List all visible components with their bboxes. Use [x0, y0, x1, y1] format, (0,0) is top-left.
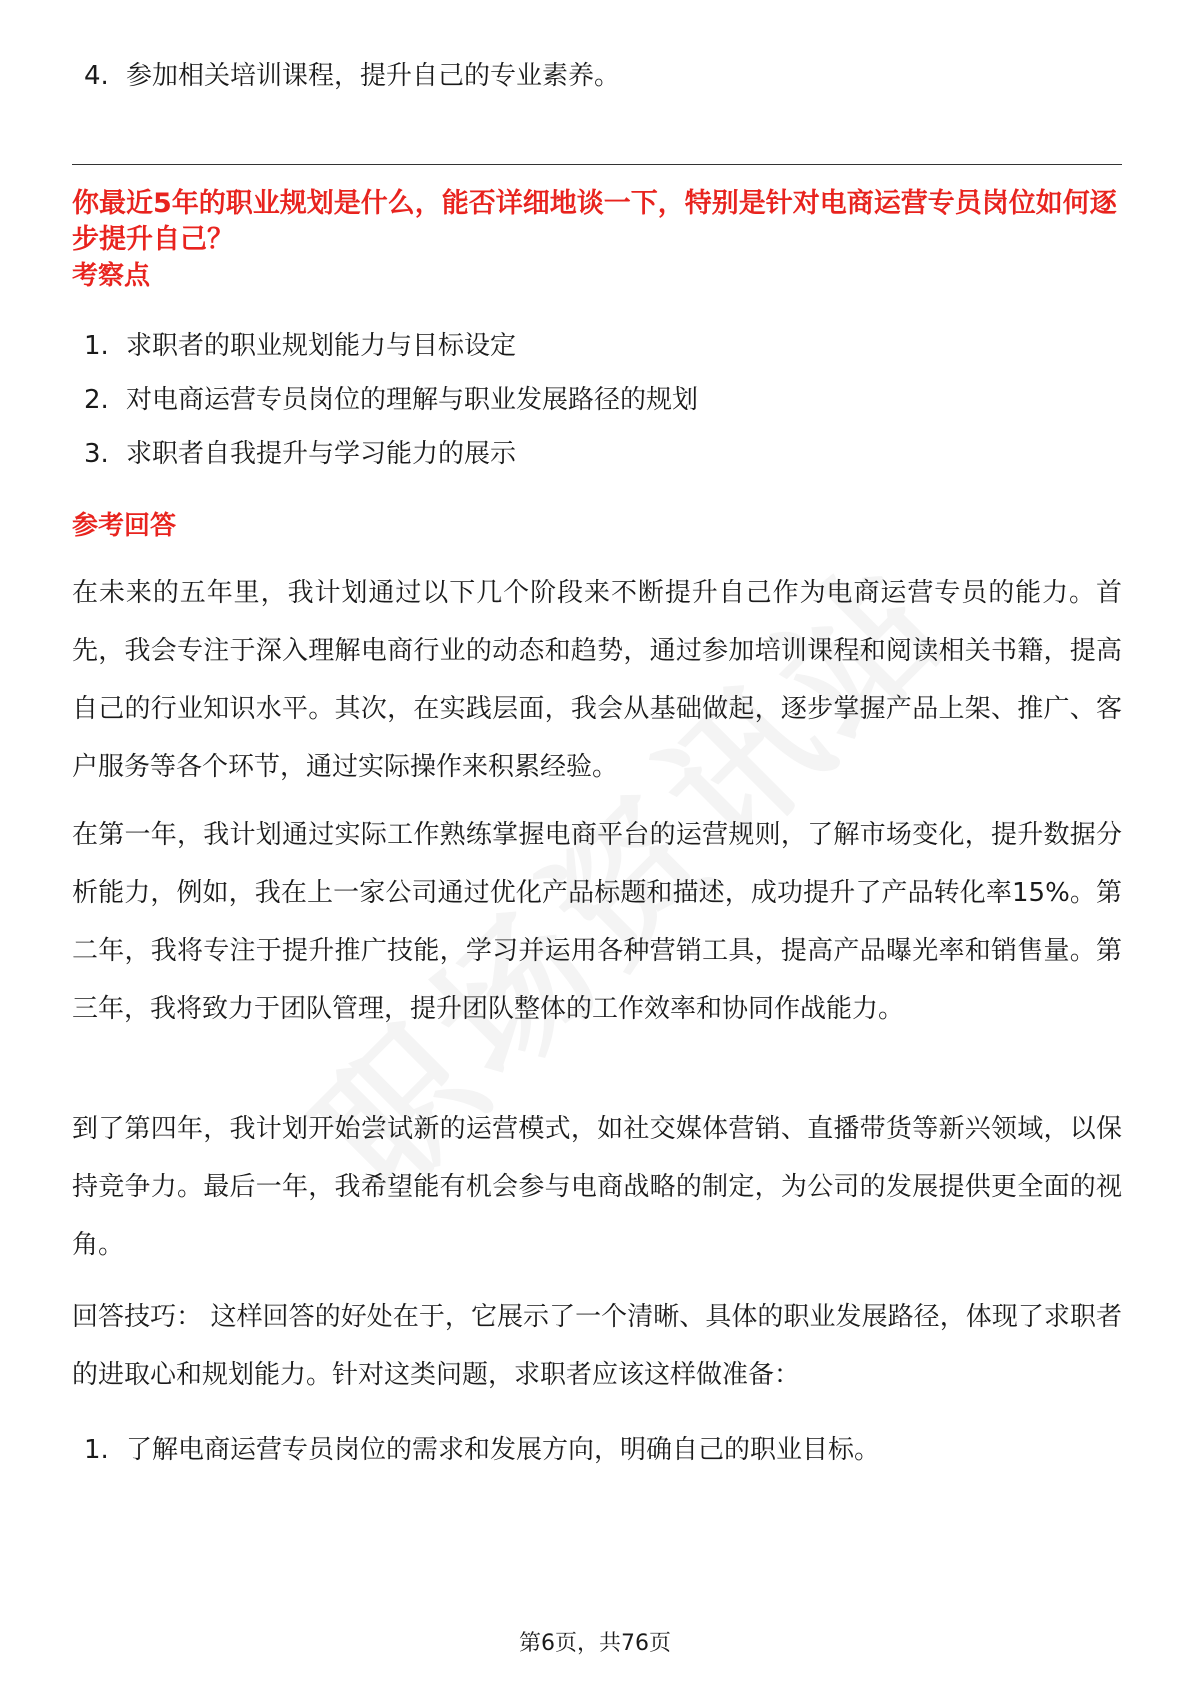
list-number: 3. [84, 439, 109, 469]
list-text: 参加相关培训课程，提升自己的专业素养。 [126, 61, 621, 91]
divider [72, 164, 1122, 165]
answer-paragraph: 在未来的五年里，我计划通过以下几个阶段来不断提升自己作为电商运营专员的能力。首先，我会专注于深入理解电商行业的动态和趋势，通过参加培训课程和阅读相关书籍，提高自己的行业知识水平。其次，在实践层面，我会从基础做起，逐步掌握产品上架、推广、客户服务等各个环节，通过实际操作来积累经验。 [72, 578, 1122, 782]
answer-paragraph: 到了第四年，我计划开始尝试新的运营模式，如社交媒体营销、直播带货等新兴领域，以保持竞争力。最后一年，我希望能有机会参与电商战略的制定，为公司的发展提供更全面的视角。 [72, 1114, 1122, 1260]
list-number: 2. [84, 385, 109, 415]
answer-paragraph: 在第一年，我计划通过实际工作熟练掌握电商平台的运营规则，了解市场变化，提升数据分析能力，例如，我在上一家公司通过优化产品标题和描述，成功提升了产品转化率15%。第二年，我将专注于提升推广技能，学习并运用各种营销工具，提高产品曝光率和销售量。第三年，我将致力于团队管理，提升团队整体的工作效率和协同作战能力。 [72, 820, 1122, 1024]
list-number: 1. [84, 1435, 109, 1465]
list-number: 1. [84, 331, 109, 361]
answer-heading: 参考回答 [72, 511, 177, 541]
focus-heading: 考察点 [72, 261, 151, 291]
question-title: 你最近5年的职业规划是什么，能否详细地谈一下，特别是针对电商运营专员岗位如何逐步提升自己？ [72, 188, 1117, 255]
list-number: 4. [84, 61, 109, 91]
list-text: 了解电商运营专员岗位的需求和发展方向，明确自己的职业目标。 [126, 1435, 881, 1465]
list-text: 对电商运营专员岗位的理解与职业发展路径的规划 [126, 385, 699, 415]
tips-paragraph: 回答技巧： 这样回答的好处在于，它展示了一个清晰、具体的职业发展路径，体现了求职者的进取心和规划能力。针对这类问题，求职者应该这样做准备： [72, 1302, 1122, 1390]
list-text: 求职者自我提升与学习能力的展示 [126, 439, 517, 469]
page-footer: 第6页，共76页 [519, 1631, 671, 1656]
list-text: 求职者的职业规划能力与目标设定 [126, 331, 517, 361]
